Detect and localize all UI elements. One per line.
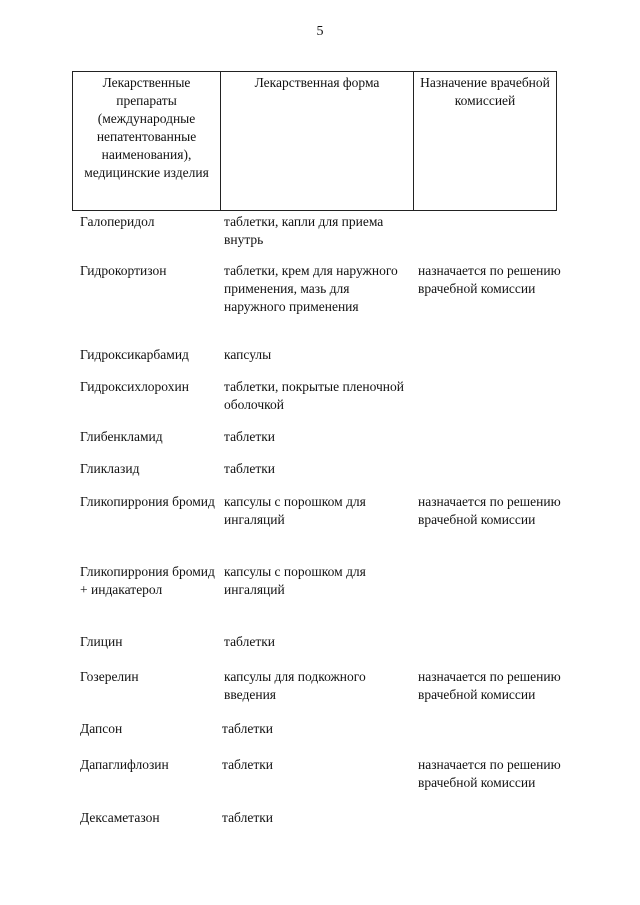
dosage-form: таблетки	[222, 721, 274, 736]
drug-name: Гидроксикарбамид	[80, 347, 189, 362]
drug-name: Гликопиррония бромид + индакатерол	[80, 564, 215, 597]
commission-note: назначается по решению врачебной комиссии	[418, 263, 561, 296]
drug-name: Гликопиррония бромид	[80, 494, 215, 509]
page-number: 5	[316, 24, 324, 39]
dosage-form: капсулы с порошком для ингаляций	[224, 564, 366, 597]
dosage-form: таблетки	[224, 634, 276, 649]
commission-note: назначается по решению врачебной комиссии	[418, 669, 561, 702]
drug-name: Гликлазид	[80, 461, 140, 476]
drug-name: Гозерелин	[80, 669, 139, 684]
header-dosage-form: Лекарственная форма	[221, 72, 414, 211]
dosage-form: таблетки, крем для наружного применения, мазь для наружного применения	[224, 263, 398, 314]
drug-name: Гидроксихлорохин	[80, 379, 189, 394]
commission-note: назначается по решению врачебной комиссии	[418, 757, 561, 790]
header-drugs: Лекарственные препараты (международные непатентованные наименования), медицинские изделия	[73, 72, 221, 211]
drug-name: Дексаметазон	[80, 810, 160, 825]
dosage-form: таблетки	[224, 461, 276, 476]
dosage-form: таблетки	[222, 757, 274, 772]
dosage-form: таблетки	[222, 810, 274, 825]
dosage-form: капсулы с порошком для ингаляций	[224, 494, 366, 527]
commission-note: назначается по решению врачебной комиссии	[418, 494, 561, 527]
dosage-form: капсулы	[224, 347, 272, 362]
drug-name: Глибенкламид	[80, 429, 163, 444]
dosage-form: таблетки, покрытые пленочной оболочкой	[224, 379, 405, 412]
drug-name: Дапаглифлозин	[80, 757, 169, 772]
drug-name: Галоперидол	[80, 214, 155, 229]
drug-name: Глицин	[80, 634, 123, 649]
header-commission: Назначение врачебной комиссией	[414, 72, 557, 211]
dosage-form: таблетки, капли для приема внутрь	[224, 214, 384, 247]
drug-name: Дапсон	[80, 721, 123, 736]
dosage-form: таблетки	[224, 429, 276, 444]
dosage-form: капсулы для подкожного введения	[224, 669, 366, 702]
drug-name: Гидрокортизон	[80, 263, 167, 278]
